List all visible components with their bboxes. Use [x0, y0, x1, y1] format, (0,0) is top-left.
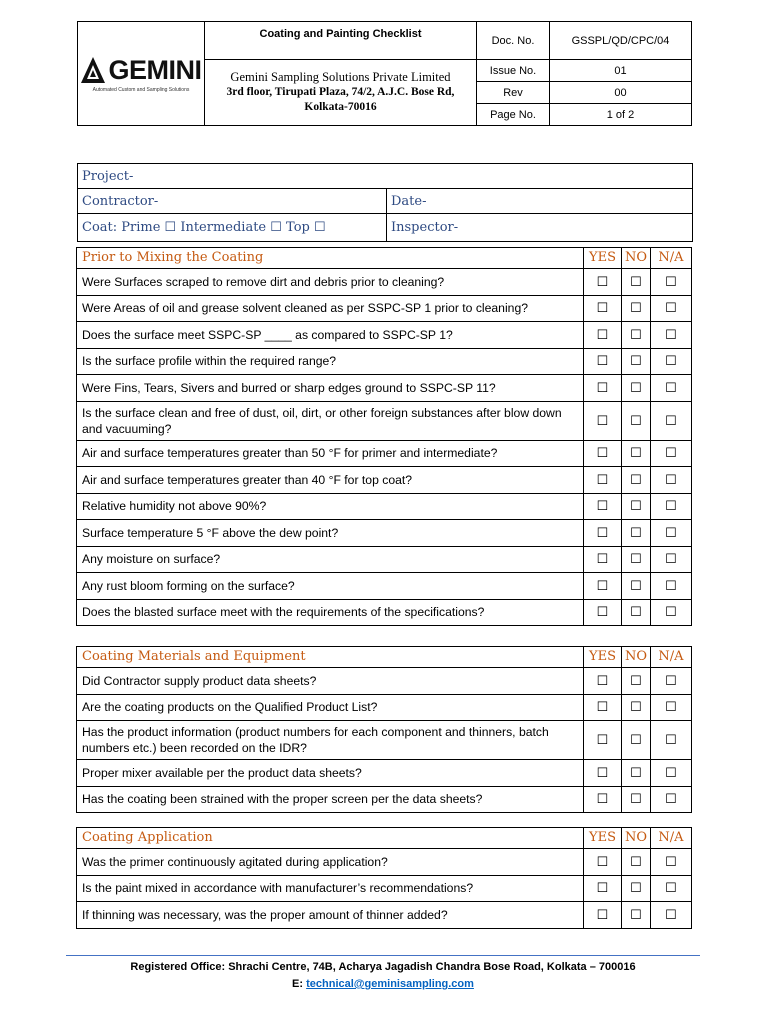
date-field[interactable]: Date- [387, 189, 693, 214]
no-checkbox[interactable]: ☐ [622, 760, 651, 787]
checklist-row [77, 440, 692, 467]
checklist-row [77, 348, 692, 375]
na-checkbox[interactable]: ☐ [651, 721, 692, 760]
project-info-table [77, 163, 693, 242]
question: Were Surfaces scraped to remove dirt and debris prior to cleaning? [77, 269, 584, 296]
yes-checkbox[interactable]: ☐ [584, 467, 622, 494]
checklist-row [77, 401, 692, 440]
meta-value: 00 [550, 82, 692, 104]
na-checkbox[interactable]: ☐ [651, 269, 692, 296]
email-line [66, 976, 700, 993]
checklist-row [77, 902, 692, 929]
question: Relative humidity not above 90%? [77, 493, 584, 520]
column-no: NO [622, 647, 651, 668]
question: Air and surface temperatures greater than 40 °F for top coat? [77, 467, 584, 494]
question: Was the primer continuously agitated during application? [77, 849, 584, 876]
column-na: N/A [651, 647, 692, 668]
column-na: N/A [651, 828, 692, 849]
no-checkbox[interactable]: ☐ [622, 295, 651, 322]
question: Were Fins, Tears, Sivers and burred or sharp edges ground to SSPC-SP 11? [77, 375, 584, 402]
na-checkbox[interactable]: ☐ [651, 493, 692, 520]
no-checkbox[interactable]: ☐ [622, 493, 651, 520]
company-logo [78, 22, 205, 126]
column-no: NO [622, 828, 651, 849]
checklist-section-prior-to-mixing [76, 247, 692, 626]
checklist-row [77, 849, 692, 876]
yes-checkbox[interactable]: ☐ [584, 573, 622, 600]
yes-checkbox[interactable]: ☐ [584, 440, 622, 467]
yes-checkbox[interactable]: ☐ [584, 599, 622, 626]
section-title: Coating Materials and Equipment [77, 647, 584, 668]
logo-text: GEMINI [108, 54, 202, 85]
na-checkbox[interactable]: ☐ [651, 849, 692, 876]
meta-value: 01 [550, 60, 692, 82]
yes-checkbox[interactable]: ☐ [584, 760, 622, 787]
project-field[interactable]: Project- [78, 164, 693, 189]
section-title: Prior to Mixing the Coating [77, 248, 584, 269]
question: If thinning was necessary, was the proper amount of thinner added? [77, 902, 584, 929]
na-checkbox[interactable]: ☐ [651, 668, 692, 695]
yes-checkbox[interactable]: ☐ [584, 375, 622, 402]
checklist-row [77, 694, 692, 721]
page-footer [66, 955, 700, 993]
no-checkbox[interactable]: ☐ [622, 721, 651, 760]
meta-label: Page No. [477, 104, 550, 126]
question: Are the coating products on the Qualified Product List? [77, 694, 584, 721]
na-checkbox[interactable]: ☐ [651, 467, 692, 494]
no-checkbox[interactable]: ☐ [622, 375, 651, 402]
checklist-section-coating-application [76, 827, 692, 929]
checklist-row [77, 786, 692, 813]
na-checkbox[interactable]: ☐ [651, 322, 692, 349]
yes-checkbox[interactable]: ☐ [584, 721, 622, 760]
email-label: E: [292, 978, 304, 990]
yes-checkbox[interactable]: ☐ [584, 875, 622, 902]
question: Is the surface profile within the required range? [77, 348, 584, 375]
checklist-row [77, 520, 692, 547]
no-checkbox[interactable]: ☐ [622, 668, 651, 695]
question: Has the coating been strained with the proper screen per the data sheets? [77, 786, 584, 813]
checklist-section-materials-equipment [76, 646, 692, 813]
na-checkbox[interactable]: ☐ [651, 875, 692, 902]
checklist-row [77, 721, 692, 760]
question: Surface temperature 5 °F above the dew point? [77, 520, 584, 547]
meta-label: Doc. No. [477, 22, 550, 60]
meta-value: GSSPL/QD/CPC/04 [550, 22, 692, 60]
na-checkbox[interactable]: ☐ [651, 599, 692, 626]
column-yes: YES [584, 828, 622, 849]
yes-checkbox[interactable]: ☐ [584, 401, 622, 440]
section-title: Coating Application [77, 828, 584, 849]
question: Any rust bloom forming on the surface? [77, 573, 584, 600]
column-yes: YES [584, 647, 622, 668]
checklist-row [77, 573, 692, 600]
yes-checkbox[interactable]: ☐ [584, 348, 622, 375]
no-checkbox[interactable]: ☐ [622, 348, 651, 375]
no-checkbox[interactable]: ☐ [622, 269, 651, 296]
no-checkbox[interactable]: ☐ [622, 520, 651, 547]
no-checkbox[interactable]: ☐ [622, 573, 651, 600]
question: Does the blasted surface meet with the requirements of the specifications? [77, 599, 584, 626]
meta-value: 1 of 2 [550, 104, 692, 126]
no-checkbox[interactable]: ☐ [622, 599, 651, 626]
contractor-field[interactable]: Contractor- [78, 189, 387, 214]
email-link[interactable]: technical@geminisampling.com [306, 978, 474, 990]
no-checkbox[interactable]: ☐ [622, 322, 651, 349]
na-checkbox[interactable]: ☐ [651, 694, 692, 721]
na-checkbox[interactable]: ☐ [651, 348, 692, 375]
yes-checkbox[interactable]: ☐ [584, 546, 622, 573]
checklist-row [77, 269, 692, 296]
column-na: N/A [651, 248, 692, 269]
question: Proper mixer available per the product data sheets? [77, 760, 584, 787]
document-header [77, 21, 692, 126]
logo-tagline: Automated Custom and Sampling Solutions [92, 86, 190, 93]
meta-label: Issue No. [477, 60, 550, 82]
yes-checkbox[interactable]: ☐ [584, 668, 622, 695]
na-checkbox[interactable]: ☐ [651, 546, 692, 573]
gemini-triangle-icon [80, 56, 106, 84]
checklist-row [77, 467, 692, 494]
no-checkbox[interactable]: ☐ [622, 467, 651, 494]
no-checkbox[interactable]: ☐ [622, 401, 651, 440]
no-checkbox[interactable]: ☐ [622, 875, 651, 902]
no-checkbox[interactable]: ☐ [622, 786, 651, 813]
meta-label: Rev [477, 82, 550, 104]
checklist-row [77, 546, 692, 573]
yes-checkbox[interactable]: ☐ [584, 902, 622, 929]
checklist-row [77, 493, 692, 520]
yes-checkbox[interactable]: ☐ [584, 520, 622, 547]
checklist-row [77, 668, 692, 695]
na-checkbox[interactable]: ☐ [651, 760, 692, 787]
inspector-field[interactable]: Inspector- [387, 214, 693, 242]
checklist-row [77, 322, 692, 349]
na-checkbox[interactable]: ☐ [651, 573, 692, 600]
yes-checkbox[interactable]: ☐ [584, 849, 622, 876]
no-checkbox[interactable]: ☐ [622, 440, 651, 467]
na-checkbox[interactable]: ☐ [651, 902, 692, 929]
checklist-row [77, 875, 692, 902]
yes-checkbox[interactable]: ☐ [584, 786, 622, 813]
na-checkbox[interactable]: ☐ [651, 295, 692, 322]
question: Is the paint mixed in accordance with manufacturer’s recommendations? [77, 875, 584, 902]
question: Does the surface meet SSPC-SP ____ as compared to SSPC-SP 1? [77, 322, 584, 349]
question: Any moisture on surface? [77, 546, 584, 573]
column-no: NO [622, 248, 651, 269]
no-checkbox[interactable]: ☐ [622, 694, 651, 721]
checklist-row [77, 599, 692, 626]
question: Is the surface clean and free of dust, oil, dirt, or other foreign substances after blow down and vacuuming? [77, 401, 584, 440]
yes-checkbox[interactable]: ☐ [584, 295, 622, 322]
registered-office: Registered Office: Shrachi Centre, 74B, Acharya Jagadish Chandra Bose Road, Kolkata – 700016 [130, 961, 636, 973]
coat-type-field[interactable]: Coat: Prime ☐ Intermediate ☐ Top ☐ [78, 214, 387, 242]
document-title: Coating and Painting Checklist [205, 22, 477, 60]
question: Did Contractor supply product data sheets? [77, 668, 584, 695]
na-checkbox[interactable]: ☐ [651, 440, 692, 467]
no-checkbox[interactable]: ☐ [622, 902, 651, 929]
yes-checkbox[interactable]: ☐ [584, 322, 622, 349]
company-info [205, 60, 477, 126]
na-checkbox[interactable]: ☐ [651, 786, 692, 813]
no-checkbox[interactable]: ☐ [622, 849, 651, 876]
question: Air and surface temperatures greater than 50 °F for primer and intermediate? [77, 440, 584, 467]
column-yes: YES [584, 248, 622, 269]
checklist-row [77, 375, 692, 402]
checklist-row [77, 760, 692, 787]
checklist-row [77, 295, 692, 322]
question: Has the product information (product numbers for each component and thinners, batch numbers etc.) been recorded on the IDR? [77, 721, 584, 760]
yes-checkbox[interactable]: ☐ [584, 269, 622, 296]
na-checkbox[interactable]: ☐ [651, 520, 692, 547]
na-checkbox[interactable]: ☐ [651, 375, 692, 402]
yes-checkbox[interactable]: ☐ [584, 493, 622, 520]
company-name: Gemini Sampling Solutions Private Limited [230, 70, 451, 84]
na-checkbox[interactable]: ☐ [651, 401, 692, 440]
question: Were Areas of oil and grease solvent cleaned as per SSPC-SP 1 prior to cleaning? [77, 295, 584, 322]
company-address: 3rd floor, Tirupati Plaza, 74/2, A.J.C. Bose Rd, Kolkata-70016 [226, 86, 455, 113]
no-checkbox[interactable]: ☐ [622, 546, 651, 573]
yes-checkbox[interactable]: ☐ [584, 694, 622, 721]
